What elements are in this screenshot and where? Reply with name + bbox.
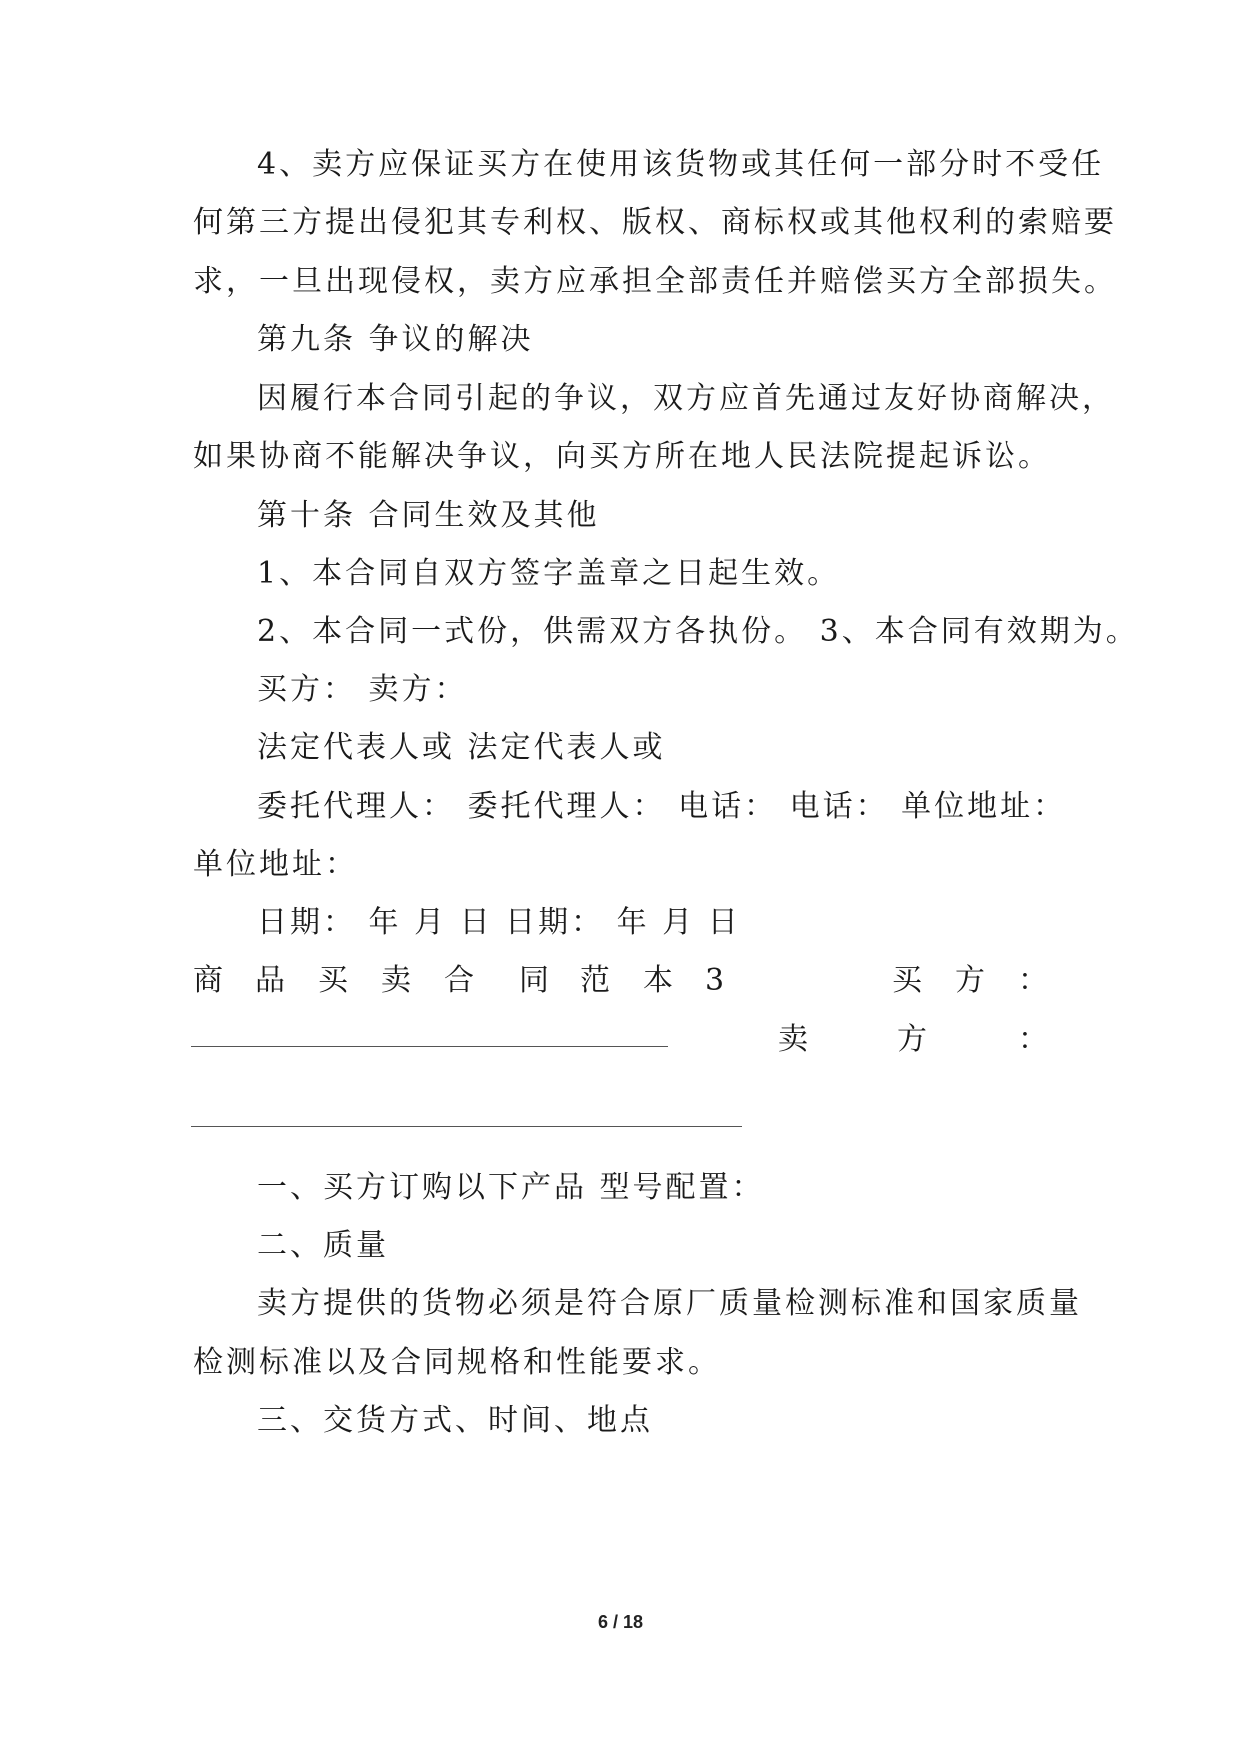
paragraph-line: 4、卖方应保证买方在使用该货物或其任何一部分时不受任 [257,147,1105,182]
signature-agent: 委托代理人： 委托代理人： 电话： 电话： 单位地址： [257,789,1067,824]
seller-label-char: 方 [897,1022,927,1057]
seller-label-char: ： [1018,1022,1048,1057]
title-char: 3 [705,963,725,998]
buyer-label-char: ： [1018,963,1048,998]
paragraph-line: 检测标准以及合同规格和性能要求。 [193,1345,721,1380]
title-char: 同 [519,963,549,998]
section-heading: 一、买方订购以下产品 型号配置： [257,1170,765,1205]
title-char: 商 [193,963,223,998]
signature-dates: 日期： 年 月 日 日期： 年 月 日 [257,905,741,940]
paragraph-line: 求，一旦出现侵权，卖方应承担全部责任并赔偿买方全部损失。 [193,264,1117,299]
paragraph-line: 卖方提供的货物必须是符合原厂质量检测标准和国家质量 [257,1286,1082,1321]
signature-legal-rep: 法定代表人或 法定代表人或 [257,730,666,765]
page-number: 6 / 18 [597,1612,644,1632]
buyer-blank-line [191,1046,668,1047]
title-char: 卖 [381,963,411,998]
list-item: 2、本合同一式份，供需双方各执份。 3、本合同有效期为。 [257,614,1139,649]
seller-label-char: 卖 [778,1022,808,1057]
title-char: 买 [318,963,348,998]
title-char: 合 [444,963,474,998]
list-item: 1、本合同自双方签字盖章之日起生效。 [257,556,841,591]
section-heading: 三、交货方式、时间、地点 [257,1403,653,1438]
article-heading: 第十条 合同生效及其他 [257,498,600,533]
title-char: 品 [255,963,285,998]
section-heading: 二、质量 [257,1228,389,1263]
paragraph-line: 因履行本合同引起的争议，双方应首先通过友好协商解决， [257,381,1115,416]
article-heading: 第九条 争议的解决 [257,322,534,357]
title-char: 本 [643,963,673,998]
title-char: 范 [580,963,610,998]
signature-agent-cont: 单位地址： [193,847,358,882]
paragraph-line: 如果协商不能解决争议，向买方所在地人民法院提起诉讼。 [193,439,1051,474]
buyer-label-char: 方 [955,963,985,998]
buyer-label-char: 买 [892,963,922,998]
signature-parties: 买方： 卖方： [257,672,468,707]
paragraph-line: 何第三方提出侵犯其专利权、版权、商标权或其他权利的索赔要 [193,205,1117,240]
seller-blank-line [191,1126,742,1127]
